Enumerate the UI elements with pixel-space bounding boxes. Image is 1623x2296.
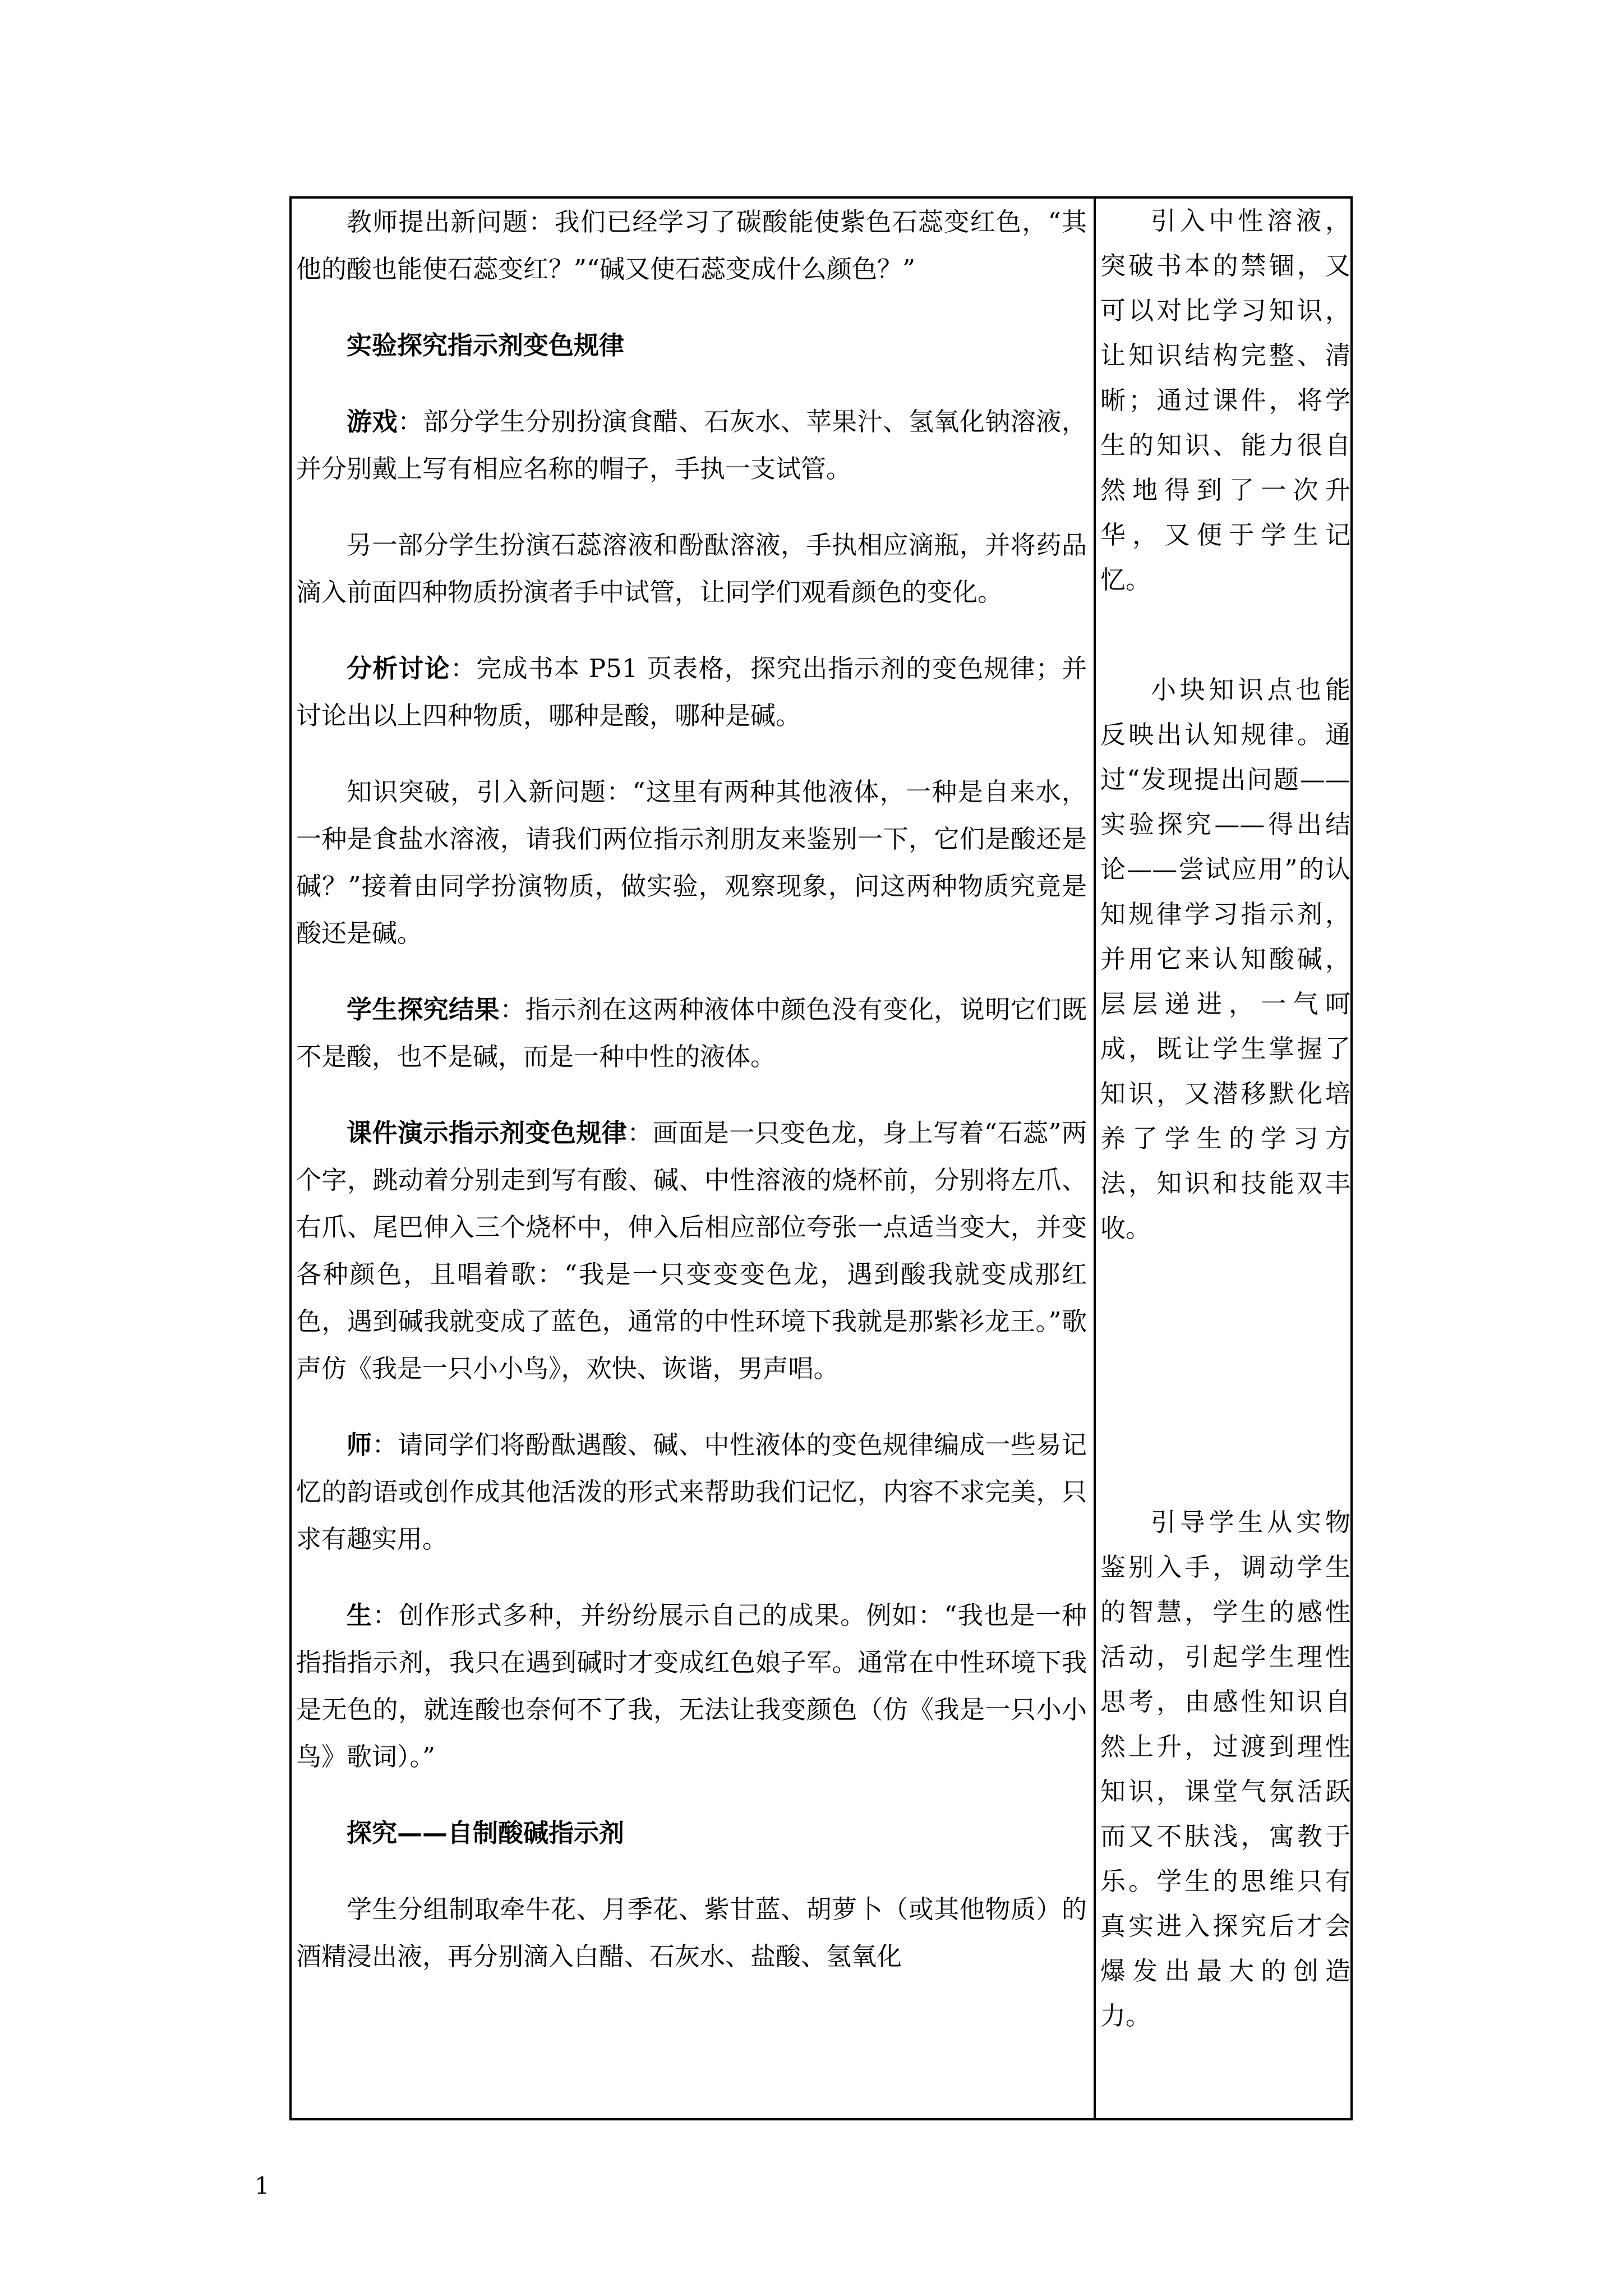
- side-note-3-text: 引导学生从实物鉴别入手，调动学生的智慧，学生的感性活动，引起学生理性思考，由感性知识自然上升，过渡到理性知识，课堂气氛活跃而又不肤浅，寓教于乐。学生的思维只有真实进入探究后才会爆发出最大的创造力。: [1100, 1507, 1350, 2031]
- column-divider: [1094, 199, 1096, 2118]
- paragraph-intro: 教师提出新问题：我们已经学习了碳酸能使紫色石蕊变红色，“其他的酸也能使石蕊变红？”“碱又使石蕊变成什么颜色？”: [296, 207, 1087, 284]
- lesson-table: [289, 196, 1353, 2120]
- side-note-1-text: 引入中性溶液，突破书本的禁锢，又可以对比学习知识，让知识结构完整、清晰；通过课件，将学生的知识、能力很自然地得到了一次升华，又便于学生记忆。: [1100, 206, 1350, 595]
- paragraph-courseware: 课件演示指示剂变色规律：画面是一只变色龙，身上写着“石蕊”两个字，跳动着分别走到写有酸、碱、中性溶液的烧杯前，分别将左爪、右爪、尾巴伸入三个烧杯中，伸入后相应部位夸张一点适当变大，并变各种颜色，且唱着歌：“我是一只变变变色龙，遇到酸我就变成那红色，遇到碱我就变成了蓝色，通常的中性环境下我就是那紫衫龙王。”歌声仿《我是一只小小鸟》，欢快、诙谐，男声唱。: [296, 1118, 1087, 1383]
- paragraph-roleplay: 另一部分学生扮演石蕊溶液和酚酞溶液，手执相应滴瓶，并将药品滴入前面四种物质扮演者手中试管，让同学们观看颜色的变化。: [296, 530, 1087, 607]
- heading-homemade-indicator: 探究——自制酸碱指示剂: [347, 1818, 625, 1848]
- paragraph-game: 游戏：部分学生分别扮演食醋、石灰水、苹果汁、氢氧化钠溶液，并分别戴上写有相应名称的帽子，手执一支试管。: [296, 407, 1087, 484]
- side-note-2: [1100, 668, 1350, 1251]
- side-note-3: [1100, 1500, 1350, 2039]
- main-column: [296, 199, 1087, 2009]
- paragraph-new-question: 知识突破，引入新问题：“这里有两种其他液体，一种是自来水，一种是食盐水溶液，请我们两位指示剂朋友来鉴别一下，它们是酸还是碱？”接着由同学扮演物质，做实验，观察现象，问这两种物质究竟是酸还是碱。: [296, 777, 1087, 948]
- paragraph-student: 生：创作形式多种，并纷纷展示自己的成果。例如：“我也是一种指指指示剂，我只在遇到碱时才变成红色娘子军。通常在中性环境下我是无色的，就连酸也奈何不了我，无法让我变颜色（仿《我是一只小小鸟》歌词）。”: [296, 1600, 1087, 1772]
- page-number: 1: [255, 2172, 270, 2200]
- paragraph-homemade: 学生分组制取牵牛花、月季花、紫甘蓝、胡萝卜（或其他物质）的酒精浸出液，再分别滴入白醋、石灰水、盐酸、氢氧化: [296, 1894, 1087, 1971]
- paragraph-analysis: 分析讨论：完成书本 P51 页表格，探究出指示剂的变色规律；并讨论出以上四种物质，哪种是酸，哪种是碱。: [296, 654, 1087, 730]
- heading-indicator-experiment: 实验探究指示剂变色规律: [347, 330, 625, 360]
- paragraph-teacher: 师：请同学们将酚酞遇酸、碱、中性液体的变色规律编成一些易记忆的韵语或创作成其他活泼的形式来帮助我们记忆，内容不求完美，只求有趣实用。: [296, 1430, 1087, 1554]
- side-note-1: [1100, 199, 1350, 602]
- side-note-2-text: 小块知识点也能反映出认知规律。通过“发现提出问题——实验探究——得出结论——尝试应用”的认知规律学习指示剂，并用它来认知酸碱，层层递进，一气呵成，既让学生掌握了知识，又潜移默化培养了学生的学习方法，知识和技能双丰收。: [1100, 675, 1350, 1243]
- paragraph-result: 学生探究结果：指示剂在这两种液体中颜色没有变化，说明它们既不是酸，也不是碱，而是一种中性的液体。: [296, 995, 1087, 1071]
